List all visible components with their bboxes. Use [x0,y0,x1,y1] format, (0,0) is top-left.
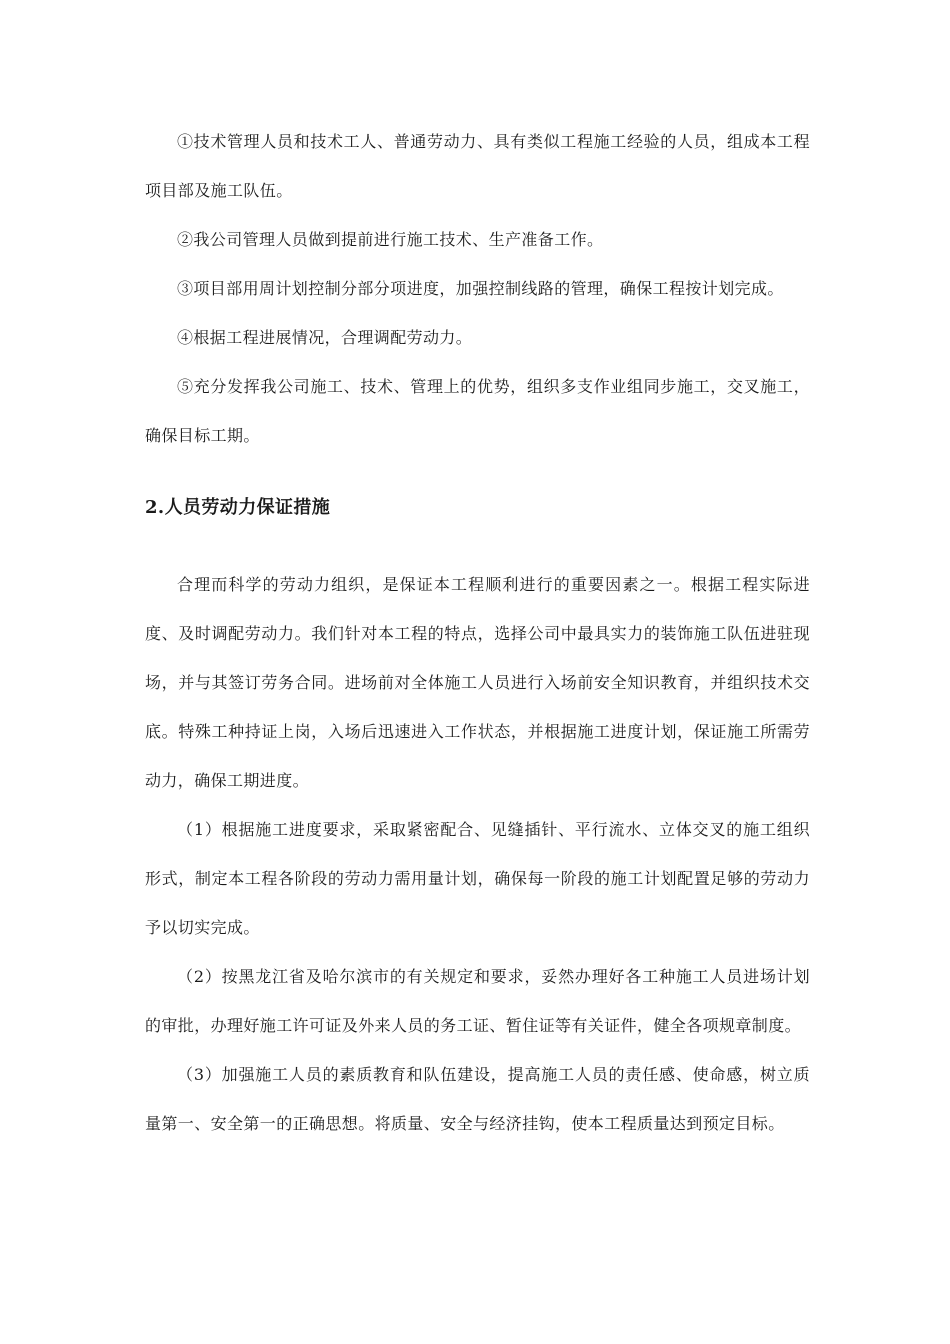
intro-item: ④根据工程进展情况，合理调配劳动力。 [177,328,473,347]
intro-item: ③项目部用周计划控制分部分项进度，加强控制线路的管理，确保工程按计划完成。 [177,279,784,298]
measure-item: （2）按黑龙江省及哈尔滨市的有关规定和要求，妥然办理好各工种施工人员进场计划的审批，办理好施工许可证及外来人员的务工证、暂住证等有关证件，健全各项规章制度。 [145,967,810,1035]
measure-item: （3）加强施工人员的素质教育和队伍建设，提高施工人员的责任感、使命感，树立质量第一、安全第一的正确思想。将质量、安全与经济挂钩，使本工程质量达到预定目标。 [145,1065,810,1133]
section-heading: 2.人员劳动力保证措施 [145,497,331,518]
measure-item: （1）根据施工进度要求，采取紧密配合、见缝插针、平行流水、立体交叉的施工组织形式，制定本工程各阶段的劳动力需用量计划，确保每一阶段的施工计划配置足够的劳动力予以切实完成。 [145,820,810,937]
intro-item: ②我公司管理人员做到提前进行施工技术、生产准备工作。 [177,230,604,249]
section-intro-paragraph: 合理而科学的劳动力组织，是保证本工程顺利进行的重要因素之一。根据工程实际进度、及时调配劳动力。我们针对本工程的特点，选择公司中最具实力的装饰施工队伍进驻现场，并与其签订劳务合同。进场前对全体施工人员进行入场前安全知识教育，并组织技术交底。特殊工种持证上岗，入场后迅速进入工作状态，并根据施工进度计划，保证施工所需劳动力，确保工期进度。 [145,575,810,790]
intro-item: ①技术管理人员和技术工人、普通劳动力、具有类似工程施工经验的人员，组成本工程项目部及施工队伍。 [145,132,810,200]
intro-item: ⑤充分发挥我公司施工、技术、管理上的优势，组织多支作业组同步施工，交叉施工，确保目标工期。 [145,377,810,445]
document-body [145,117,810,1148]
